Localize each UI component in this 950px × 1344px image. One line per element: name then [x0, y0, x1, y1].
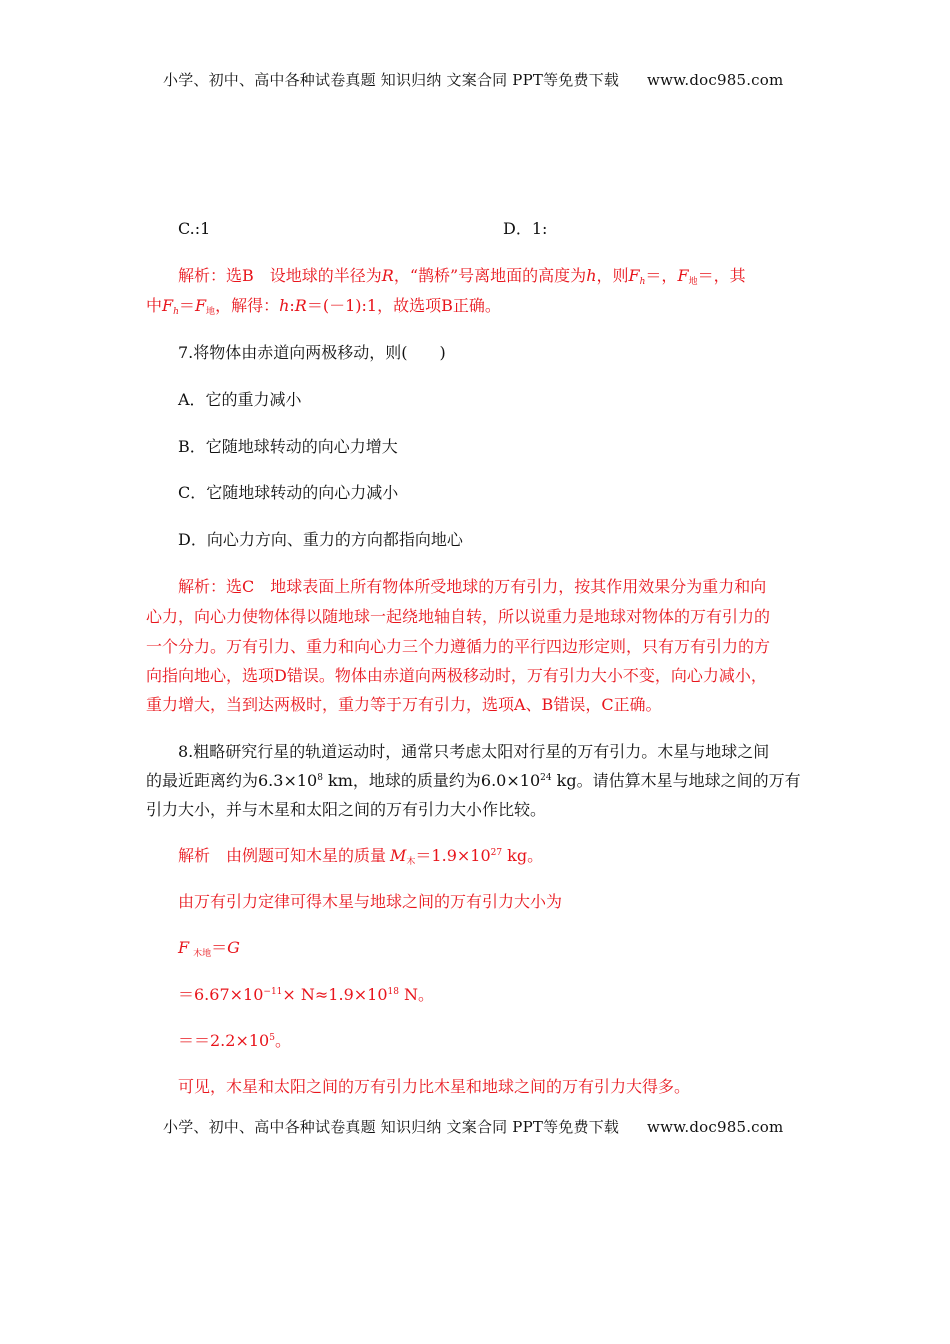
q6-sol-var-h: h	[586, 266, 597, 285]
q8-sol-var-m: M	[390, 846, 407, 865]
footer-site-link[interactable]: www.doc985.com	[647, 1118, 784, 1136]
q6-sol-var-r: R	[381, 266, 394, 285]
q8-sol-text: 。	[274, 1031, 291, 1050]
q8-text: 的最近距离约为6.3×10	[146, 771, 318, 790]
q8-solution-line-6: 可见，木星和太阳之间的万有引力比木星和地球之间的万有引力大得多。	[178, 1077, 691, 1096]
q8-solution-line-5	[178, 1031, 291, 1051]
q8-stem-line-1: 8.粗略研究行星的轨道运动时，通常只考虑太阳对行星的万有引力。木星与地球之间	[178, 742, 770, 761]
q6-sol-var-f: F	[628, 266, 640, 285]
q6-sol-text: :	[289, 296, 295, 315]
q6-sol-var-h: h	[279, 296, 290, 315]
page-footer	[163, 1117, 783, 1137]
q6-sol-text: ＝(－1):1，故选项B正确。	[306, 296, 501, 315]
q7-option-c: C．它随地球转动的向心力减小	[178, 483, 399, 502]
q6-sol-text: 中	[146, 296, 163, 315]
q7-option-d: D．向心力方向、重力的方向都指向地心	[178, 530, 463, 549]
q6-sol-var-r: R	[294, 296, 307, 315]
q8-sol-text: 解析 由例题可知木星的质量	[178, 846, 387, 865]
q6-sol-sub-di: 地	[688, 277, 698, 287]
q8-sol-text: kg。	[502, 846, 544, 865]
q8-stem-line-2	[146, 771, 801, 791]
q8-sol-text: ＝1.9×10	[415, 846, 491, 865]
q6-option-d: D．1:	[503, 219, 548, 238]
q6-sol-var-f: F	[194, 296, 207, 315]
q6-option-c: C.:1	[178, 219, 211, 238]
q6-sol-text: ＝	[178, 296, 195, 315]
q8-sol-exponent: 27	[490, 848, 503, 858]
q7-solution-line: 解析：选C 地球表面上所有物体所受地球的万有引力，按其作用效果分为重力和向	[178, 577, 767, 596]
q6-sol-text: ，解得：	[215, 296, 280, 315]
q8-sol-exponent: −11	[263, 987, 283, 997]
q6-sol-text: 解析：选B 设地球的半径为	[178, 266, 382, 285]
q7-stem: 7.将物体由赤道向两极移动，则( )	[178, 343, 446, 362]
q8-sol-exponent: 5	[269, 1033, 275, 1043]
q6-sol-text: ＝，	[645, 266, 678, 285]
q7-solution-line: 重力增大，当到达两极时，重力等于万有引力，选项A、B错误，C正确。	[146, 695, 662, 714]
q8-text: km，地球的质量约为6.0×10	[322, 771, 541, 790]
q6-sol-text: ，则	[596, 266, 629, 285]
q8-sol-text: ＝	[211, 938, 228, 957]
footer-text: 小学、初中、高中各种试卷真题 知识归纳 文案合同 PPT等免费下载	[163, 1118, 620, 1136]
q8-sol-var-f: F	[178, 938, 190, 957]
q8-exponent: 24	[540, 773, 552, 783]
q8-text: kg。请估算木星与地球之间的万有	[551, 771, 801, 790]
q8-sol-text: ＝6.67×10	[178, 985, 264, 1004]
q8-sol-text: × N≈1.9×10	[282, 985, 388, 1004]
q6-sol-sub-di: 地	[206, 307, 216, 317]
q6-sol-text: ，“鹊桥”号离地面的高度为	[393, 266, 587, 285]
q8-exponent: 8	[317, 773, 323, 783]
q8-sol-text: ＝＝2.2×10	[178, 1031, 270, 1050]
q8-solution-line-2: 由万有引力定律可得木星与地球之间的万有引力大小为	[178, 892, 563, 911]
q7-option-a: A．它的重力减小	[178, 390, 302, 409]
q7-option-b: B．它随地球转动的向心力增大	[178, 437, 398, 456]
q8-stem-line-3: 引力大小，并与木星和太阳之间的万有引力大小作比较。	[146, 800, 547, 819]
q6-solution-line-2	[146, 296, 501, 316]
q7-solution-line: 向指向地心，选项D错误。物体由赤道向两极移动时，万有引力大小不变，向心力减小，	[146, 666, 767, 685]
q8-sol-sub: 木	[406, 857, 416, 867]
q8-solution-line-4	[178, 985, 434, 1005]
q7-solution-line: 心力，向心力使物体得以随地球一起绕地轴自转，所以说重力是地球对物体的万有引力的	[146, 607, 771, 626]
q8-sol-exponent: 18	[387, 987, 399, 997]
page-header	[163, 70, 783, 90]
q8-sol-var-g: G	[227, 938, 240, 957]
q6-sol-var-f: F	[162, 296, 174, 315]
q8-sol-text: N。	[398, 985, 435, 1004]
q8-solution-line-1	[178, 846, 543, 866]
q8-solution-line-3	[178, 938, 240, 958]
q6-sol-text: ＝，其	[697, 266, 746, 285]
q8-sol-sub: 木地	[193, 949, 212, 959]
q6-sol-var-f: F	[677, 266, 689, 285]
q6-sol-sub-h: h	[639, 277, 646, 287]
q6-solution-line-1	[178, 266, 746, 286]
q6-sol-sub-h: h	[173, 307, 179, 317]
header-site-link[interactable]: www.doc985.com	[647, 71, 784, 89]
q7-solution-line: 一个分力。万有引力、重力和向心力三个力遵循力的平行四边形定则，只有万有引力的方	[146, 637, 771, 656]
header-text: 小学、初中、高中各种试卷真题 知识归纳 文案合同 PPT等免费下载	[163, 71, 620, 89]
